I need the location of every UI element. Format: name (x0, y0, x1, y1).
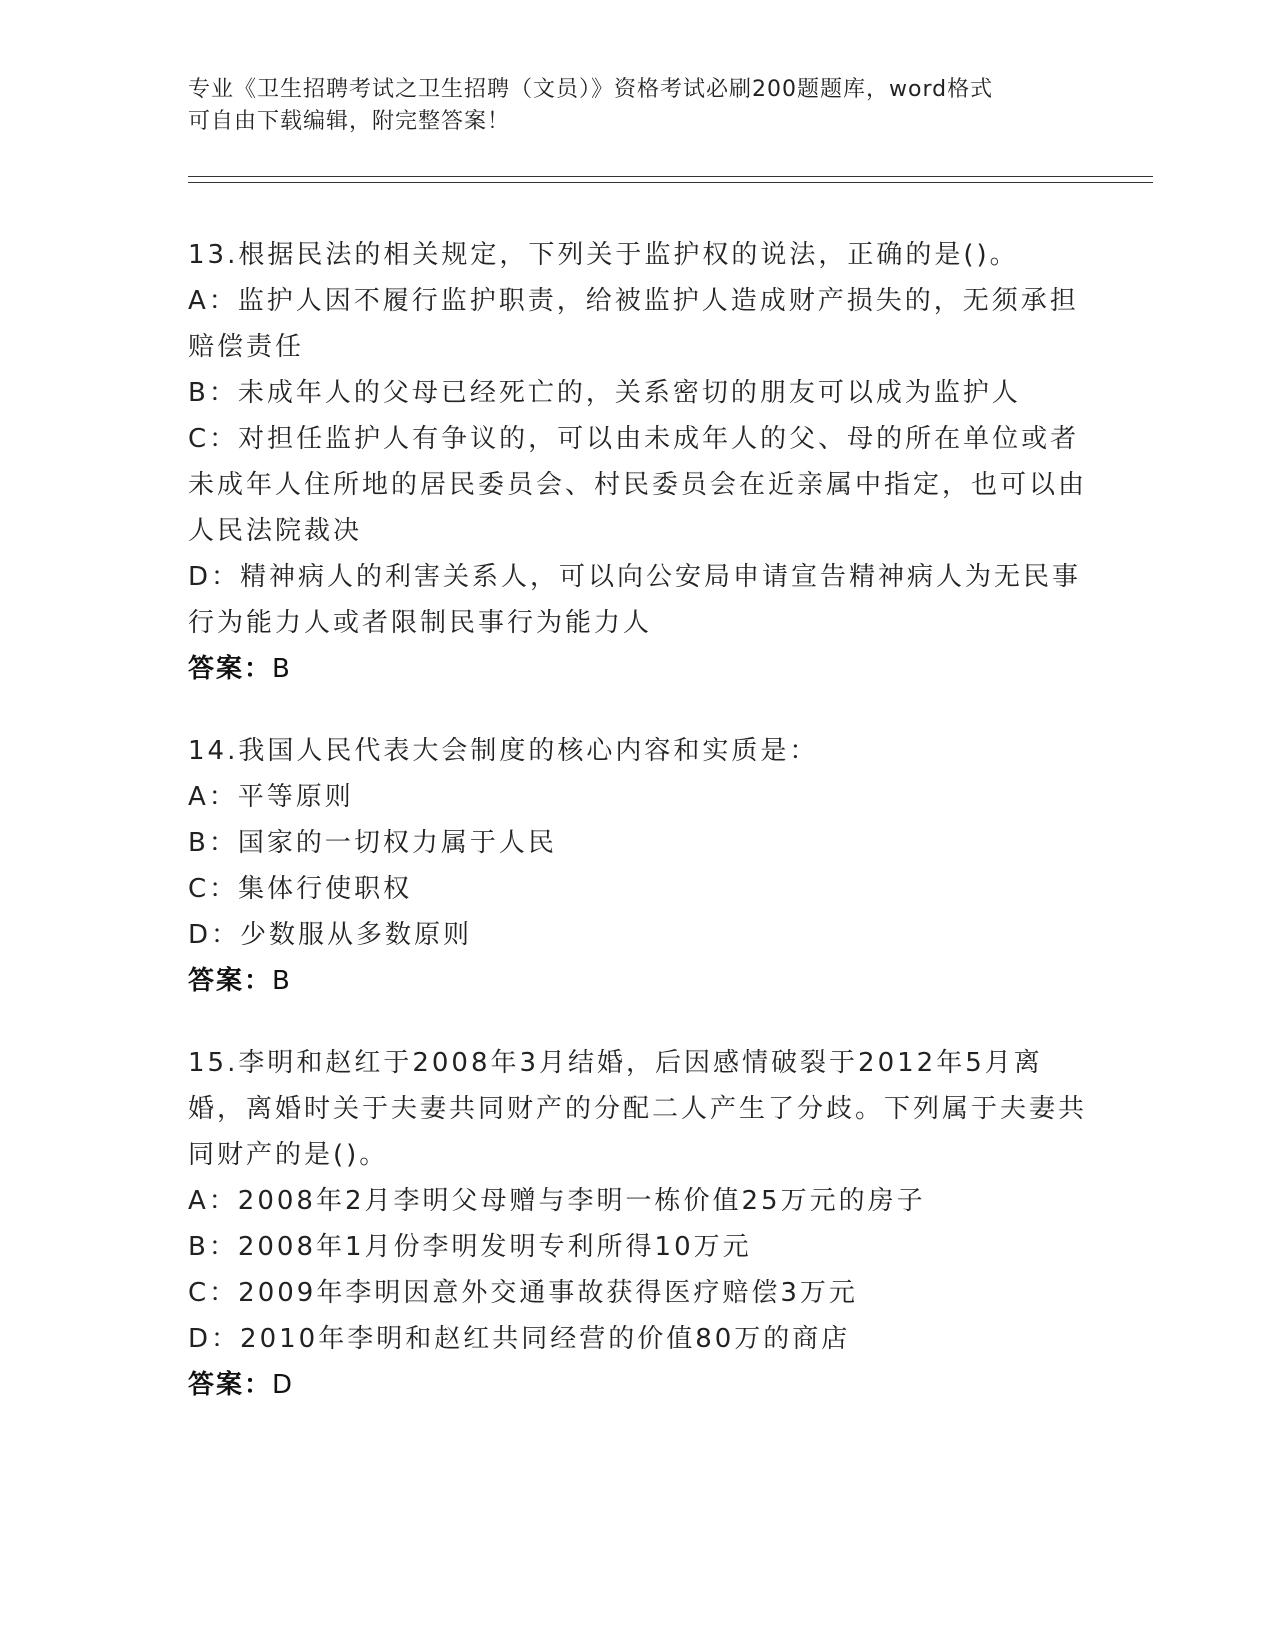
question-14 (188, 728, 1088, 1004)
option-a: A：监护人因不履行监护职责，给被监护人造成财产损失的，无须承担赔偿责任 (188, 286, 1079, 362)
option-d: D：少数服从多数原则 (188, 920, 473, 950)
answer-label: 答案： (188, 1370, 273, 1400)
question-13 (188, 232, 1088, 692)
option-c: C：对担任监护人有争议的，可以由未成年人的父、母的所在单位或者未成年人住所地的居民委员会、村民委员会在近亲属中指定，也可以由人民法院裁决 (188, 424, 1088, 546)
option-b: B：2008年1月份李明发明专利所得10万元 (188, 1232, 752, 1262)
question-stem: 13.根据民法的相关规定，下列关于监护权的说法，正确的是()。 (188, 240, 1019, 270)
question-stem: 14.我国人民代表大会制度的核心内容和实质是： (188, 736, 819, 766)
answer-line (188, 1362, 1088, 1408)
answer-value: B (272, 966, 292, 996)
answer-label: 答案： (188, 654, 273, 684)
questions-list (188, 232, 1088, 1444)
question-stem: 15.李明和赵红于2008年3月结婚，后因感情破裂于2012年5月离婚，离婚时关于夫妻共同财产的分配二人产生了分歧。下列属于夫妻共同财产的是()。 (188, 1048, 1088, 1170)
document-header (188, 74, 1088, 138)
option-d: D：2010年李明和赵红共同经营的价值80万的商店 (188, 1324, 851, 1354)
option-b: B：未成年人的父母已经死亡的，关系密切的朋友可以成为监护人 (188, 378, 1021, 408)
header-line-1: 专业《卫生招聘考试之卫生招聘（文员）》资格考试必刷200题题库，word格式 (188, 77, 994, 102)
answer-value: B (272, 654, 292, 684)
option-c: C：集体行使职权 (188, 874, 413, 904)
question-15 (188, 1040, 1088, 1408)
answer-line (188, 646, 1088, 692)
answer-value: D (272, 1370, 295, 1400)
option-b: B：国家的一切权力属于人民 (188, 828, 557, 858)
header-divider-bottom (188, 182, 1153, 183)
option-c: C：2009年李明因意外交通事故获得医疗赔偿3万元 (188, 1278, 858, 1308)
option-a: A：2008年2月李明父母赠与李明一栋价值25万元的房子 (188, 1186, 926, 1216)
option-d: D：精神病人的利害关系人，可以向公安局申请宣告精神病人为无民事行为能力人或者限制民事行为能力人 (188, 562, 1082, 638)
answer-line (188, 958, 1088, 1004)
header-divider-top (188, 176, 1153, 177)
option-a: A：平等原则 (188, 782, 354, 812)
header-line-2: 可自由下载编辑，附完整答案！ (188, 109, 511, 134)
answer-label: 答案： (188, 966, 273, 996)
